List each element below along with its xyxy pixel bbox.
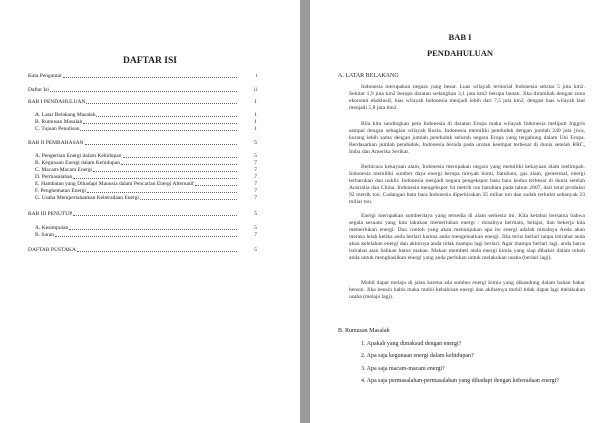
toc-leader-dots (50, 87, 237, 92)
paragraph-4: Energi merupakan sumberdaya yang tersedia di alam semesta ini. Kita ketahui bersama bahwa segala sesuatu yang kita lakukan memerlukan energi : misalnya bermain, belajar, dan bekerja kita memerlukan energi. Dua contoh yang akan menunjukan apa itu energi adalah misalnya Anda akan merasa lelah ketika anda berlari karena anda mengeluarkan energi. Jika terus berlari tanpa istirahat anda akan kelelahan energi dan akhirnya anda tidak mampu lagi berlari. Agar mampu berlari lagi, anda harus istirahat atau bahkan harus makan. Makan membeti anda energi kimia yang siap dibakar dalam tubuh anda untuk menghasilkan energi yang anda perlukan untuk melakukan usaha (berlari lagi). (349, 213, 585, 261)
toc-leader-dots (86, 99, 237, 104)
toc-leader-dots (73, 211, 237, 216)
toc-entry-label: D. Permasalahan (35, 174, 73, 180)
toc-leader-dots (195, 181, 237, 186)
toc-entry (0, 160, 300, 167)
toc-entry-page: 5 (254, 153, 257, 159)
toc-entry-label: Kata Pengantar (28, 73, 62, 79)
toc-entry (0, 112, 300, 119)
toc-entry-page: ii (253, 87, 257, 93)
toc-entry-label: B. Kegunaan Energi dalam Kehidupan (35, 160, 120, 166)
question-item: 4. Apa saja permasalahan-permasalahan yang dihadapi dengan keberadaan energi? (361, 378, 559, 384)
paragraph-1: Indonesia merupakan negara yang besar. Luas wilayah teritorial Indonesia sekitar 5 juta km2. Sekitar 1,9 juta km2 berupa daratan sedangkan 3,1 juta km2 berupa lautan. Jika dirambah dengan zona ekonomi eksklusif, luas wilayah Indonesia menjadi lebih dari 7,5 juta km2, dengan luas wilayah laut menjadi 5,8 juta km2. (349, 84, 585, 111)
toc-entry (0, 153, 300, 160)
question-item: 2. Apa saja kegunaan energi dalam kehidupan? (361, 353, 474, 359)
toc-entry-label: B. Saran (35, 232, 54, 238)
toc-leader-dots (121, 160, 237, 165)
toc-entry-page: 7 (254, 174, 257, 180)
toc-entry (0, 195, 300, 202)
toc-entry (0, 73, 300, 80)
toc-entry-label: F. Penghematan Energi (35, 188, 86, 194)
toc-leader-dots (77, 247, 237, 252)
toc-leader-dots (63, 73, 237, 78)
toc-leader-dots (83, 119, 237, 124)
toc-entry (0, 174, 300, 181)
toc-page (0, 0, 300, 423)
toc-entry-label: BAB I PENDAHULUAN (28, 99, 86, 105)
toc-entry (0, 232, 300, 239)
toc-entry-label: B. Rumusan Masalah (35, 119, 83, 125)
toc-entry-label: Daftar Isi (28, 87, 49, 93)
chapter-title: PENDAHULUAN (426, 48, 494, 58)
toc-entry-page: 7 (254, 195, 257, 201)
toc-entry-page: 1 (254, 99, 257, 105)
toc-leader-dots (69, 225, 237, 230)
toc-leader-dots (55, 232, 237, 237)
chapter-page (310, 0, 610, 423)
toc-leader-dots (87, 188, 237, 193)
section-b-heading: B. Rumusan Masalah (338, 328, 390, 334)
toc-entry-label: A. Kesimpulan (35, 225, 69, 231)
toc-leader-dots (140, 195, 237, 200)
toc-entry (0, 119, 300, 126)
toc-entry-page: 7 (254, 181, 257, 187)
toc-entry (0, 247, 300, 254)
toc-entry-page: i (255, 73, 257, 79)
toc-entry-page: 1 (254, 126, 257, 132)
toc-leader-dots (96, 112, 237, 117)
toc-entry-page: 1 (254, 112, 257, 118)
toc-entry-label: BAB II PEMBAHASAN (28, 140, 84, 146)
toc-entry-page: 7 (254, 188, 257, 194)
question-item: 3. Apa saja macam-macam energi? (361, 366, 445, 372)
toc-entry (0, 167, 300, 174)
toc-entry (0, 99, 300, 106)
toc-entry-label: E. Hambatan yang Dihadapi Manusia dalam Pencarian Energi Alternatif (35, 181, 194, 187)
page-gap (300, 0, 310, 423)
toc-entry (0, 181, 300, 188)
paragraph-2: Bila kita sandingkan peta Indonesia di daratan Eropa maka wilayah Indonesia meliputi Inggris sampai dengan sebagian wilayah Rusia. Indonesia memiliki penduduk dengan jumlah 240 juta jiwa, kurang lebih sama dengan jumlah penduduk seluruh negara Eropa yang tergabung dalam Uni Eropa. Berdasarkan jumlah penduduk, Indonesia berada pada urutan keempat terbesar di dunia setelah RRC, India dan Amerika Serikat. (349, 121, 585, 155)
chapter-number: BAB I (448, 32, 472, 42)
paragraph-5: Mobil dapat melaju di jalan karena ada sumber energi kimia yang dikandung dalam bahan bakar bensin. Jika bensin habis maka mobil kehabisan energi dan akibatnya mobil tidak dapat lagi melakukan usaha (melaju lagi). (349, 280, 585, 300)
toc-leader-dots (80, 126, 237, 131)
toc-entry-label: A. Latar Belakang Masalah (35, 112, 96, 118)
question-item: 1. Apakah yang dimaksud dengan energi? (361, 341, 462, 347)
toc-entry-label: A. Pengertian Energi dalam Kehidupan (35, 153, 122, 159)
toc-entry-page: 7 (254, 167, 257, 173)
paragraph-3: Berbicara kekayaan alam, Indonesia merupakan negara yang memiliki kekayaan alam melimpah. Indonesia memiliki sumber daya energi berupa minyak bumi, batubara, gas alam, geotermal, energi terbarukan dan nuklir. Indonesia menjadi negara pengekspor batu bara kedua terbesar di dunia setelah Australia dan China. Indonesia mengekspor 64 metrik ton batubara pada tahun 2007, dari total produksi 92 metrik ton. Cadangan batu bara Indonesia diperkirakan 35 miliar ton dan sudah terbukti sebanyak 23 miliar ton. (349, 164, 585, 205)
toc-entry-label: G. Usaha Mempertahankan Keberadaan Energi (35, 195, 139, 201)
toc-leader-dots (73, 174, 237, 179)
toc-entry-page: 7 (254, 232, 257, 238)
toc-title: DAFTAR ISI (123, 56, 177, 66)
toc-entry (0, 211, 300, 218)
toc-entry-label: C. Tujuan Penulisan (35, 126, 80, 132)
toc-entry-label: BAB III PENUTUP (28, 211, 73, 217)
toc-entry-label: DAFTAR PUSTAKA (28, 247, 76, 253)
toc-entry-page: 5 (254, 211, 257, 217)
toc-entry-label: C. Macam-Macam Energi (35, 167, 93, 173)
toc-entry (0, 126, 300, 133)
toc-leader-dots (93, 167, 237, 172)
toc-leader-dots (85, 140, 237, 145)
toc-entry-page: 5 (254, 225, 257, 231)
toc-entry (0, 140, 300, 147)
toc-entry-page: 7 (254, 160, 257, 166)
toc-leader-dots (123, 153, 237, 158)
toc-entry-page: 5 (254, 140, 257, 146)
toc-entry (0, 87, 300, 94)
toc-entry (0, 188, 300, 195)
toc-entry (0, 225, 300, 232)
section-a-heading: A. LATAR BELAKANG (338, 73, 399, 79)
toc-entry-page: 1 (254, 119, 257, 125)
toc-entry-page: 5 (254, 247, 257, 253)
